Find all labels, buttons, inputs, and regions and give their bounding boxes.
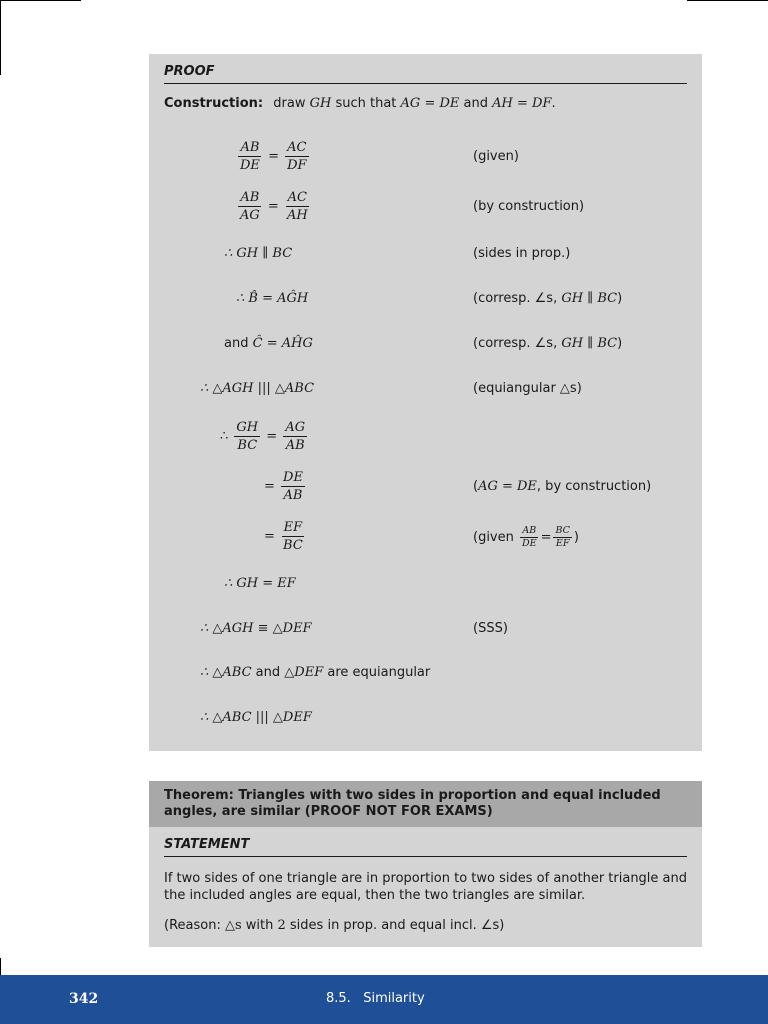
equals-sign: =	[268, 149, 279, 164]
step-reason: (by construction)	[473, 199, 585, 214]
theorem-title: Theorem: Triangles with two sides in proportion and equal included angles, are similar (PROOF NOT FOR EXAMS)	[164, 788, 661, 819]
fraction-numerator: AC	[287, 140, 307, 155]
reason-math: GH ∥ BC	[561, 291, 618, 306]
step-expression: ∴ GH ∥ BC	[224, 246, 293, 261]
step-expression: ∴ △ABC ||| △DEF	[200, 710, 312, 725]
step-expression	[236, 140, 311, 173]
step-expression	[200, 665, 430, 680]
step-expression: ∴ △AGH ≡ △DEF	[200, 621, 312, 636]
theorem-header	[149, 781, 702, 827]
construction-text: such that	[335, 96, 397, 111]
reason-text: , by construction)	[536, 479, 652, 494]
fraction-denominator: AH	[286, 208, 308, 223]
fraction-numerator: BC	[555, 525, 570, 536]
step-math: ∴ △ABC	[200, 665, 252, 680]
statement-reason	[164, 918, 504, 933]
and-text: and	[224, 336, 249, 351]
reason-text: )	[573, 530, 579, 545]
reason-text: (corresp. ∠s,	[473, 291, 562, 306]
construction-math: AH = DF	[492, 96, 552, 111]
fraction-denominator: EF	[555, 538, 570, 549]
fraction-numerator: AB	[522, 525, 537, 536]
equals-sign: =	[264, 479, 275, 494]
step-reason	[473, 526, 579, 549]
crop-mark	[0, 0, 1, 75]
reason-text: )	[617, 291, 623, 306]
reason-text: with	[241, 918, 278, 933]
reason-text: (corresp. ∠s,	[473, 336, 562, 351]
construction-math: GH	[309, 96, 332, 111]
step-reason: (given)	[473, 149, 519, 164]
step-text: are equiangular	[327, 665, 431, 680]
crop-mark	[687, 0, 768, 1]
reason-text: (Reason:	[164, 918, 225, 933]
fraction-denominator: DF	[287, 158, 307, 173]
step-reason	[473, 291, 622, 306]
construction-math: AG = DE	[400, 96, 460, 111]
page-number: 342	[69, 991, 99, 1007]
fraction-numerator: AG	[285, 420, 306, 435]
reason-math: 2	[277, 918, 286, 933]
step-expression	[264, 520, 307, 553]
step-reason	[473, 479, 651, 494]
construction-text: and	[463, 96, 488, 111]
section-title: 8.5. Similarity	[326, 991, 425, 1006]
reason-text: sides in prop. and equal incl. ∠s)	[285, 918, 505, 933]
fraction-numerator: DE	[283, 470, 303, 485]
step-expression	[264, 470, 307, 503]
fraction-numerator: AB	[240, 140, 260, 155]
construction-text: draw	[273, 96, 306, 111]
step-math: △DEF	[284, 665, 324, 680]
step-expression	[220, 420, 309, 453]
step-reason: (SSS)	[473, 621, 508, 636]
reason-text: (	[473, 479, 479, 494]
proof-heading: PROOF	[164, 64, 215, 79]
fraction-numerator: AB	[240, 190, 260, 205]
therefore-symbol: ∴	[220, 429, 229, 444]
proof-rule	[164, 83, 687, 84]
fraction-numerator: EF	[283, 520, 303, 535]
step-reason	[473, 336, 622, 351]
step-expression: ∴ △AGH ||| △ABC	[200, 381, 315, 396]
step-expression: ∴ GH = EF	[224, 576, 296, 591]
reason-text: )	[617, 336, 623, 351]
fraction-denominator: DE	[522, 538, 537, 549]
fraction-denominator: DE	[240, 158, 260, 173]
theorem-box	[149, 781, 702, 947]
equals-sign: =	[264, 529, 275, 544]
and-text: and	[255, 665, 281, 680]
proof-box	[149, 54, 702, 751]
statement-text: If two sides of one triangle are in proportion to two sides of another triangle and the included angles are equal, then the two triangles are similar.	[164, 871, 688, 903]
fraction-denominator: BC	[283, 538, 303, 553]
step-math: Ĉ = AĤG	[252, 336, 313, 351]
crop-mark	[0, 958, 1, 975]
construction-text: .	[551, 96, 556, 111]
fraction-denominator: BC	[237, 438, 258, 453]
reason-text: (given	[473, 530, 518, 545]
fraction-numerator: AC	[287, 190, 307, 205]
step-expression: ∴ B̂ = AĜH	[236, 291, 309, 306]
fraction-numerator: GH	[236, 420, 259, 435]
equals-sign: =	[266, 429, 278, 444]
crop-mark	[0, 0, 81, 1]
reason-math: AG = DE	[478, 479, 537, 494]
reason-math: GH ∥ BC	[561, 336, 618, 351]
step-reason: (equiangular △s)	[473, 381, 582, 396]
equals-sign: =	[267, 199, 279, 214]
step-expression	[224, 336, 313, 351]
construction-label: Construction:	[164, 96, 264, 111]
fraction-denominator: AG	[240, 208, 260, 223]
step-expression	[236, 190, 312, 223]
construction-line	[164, 96, 556, 111]
statement-rule	[164, 856, 687, 857]
fraction-denominator: AB	[283, 488, 303, 503]
reason-math: △s	[224, 918, 242, 933]
page-footer	[0, 975, 768, 1024]
fraction-denominator: AB	[285, 438, 305, 453]
step-reason: (sides in prop.)	[473, 246, 571, 261]
equals-sign: =	[540, 530, 552, 545]
statement-heading: STATEMENT	[164, 837, 250, 852]
